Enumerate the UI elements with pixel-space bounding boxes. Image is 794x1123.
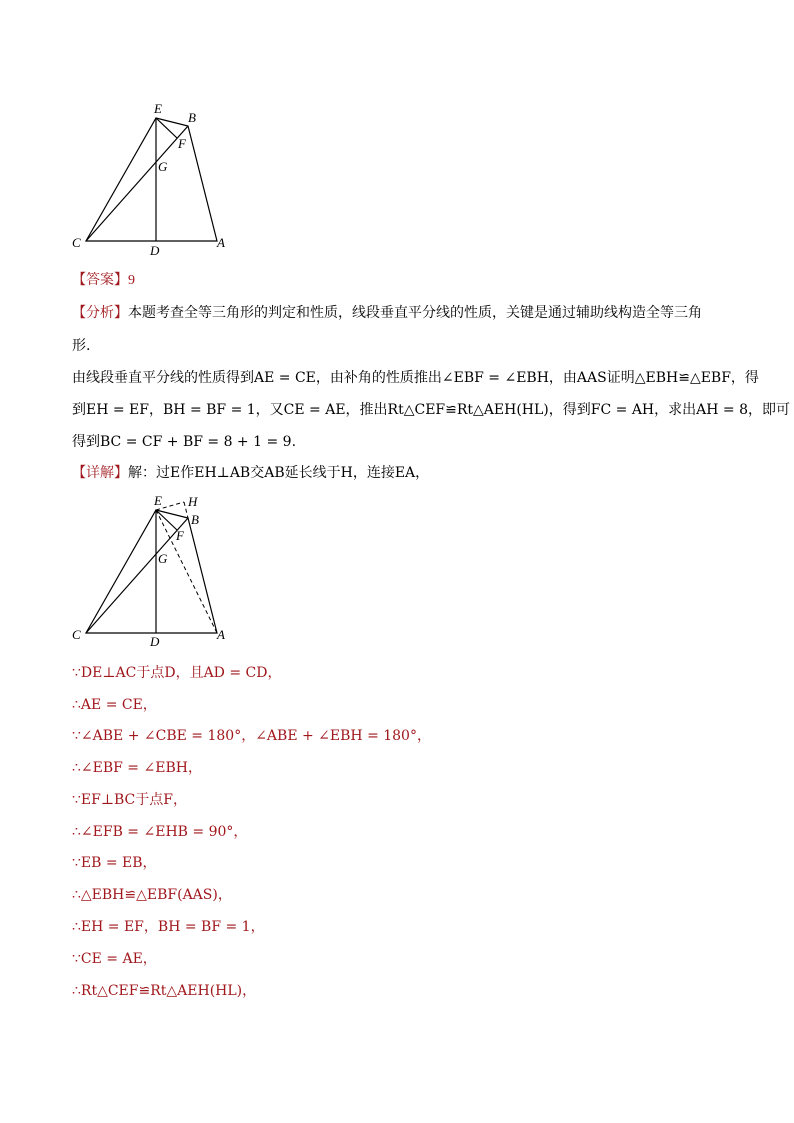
analysis-text-1: 本题考查全等三角形的判定和性质，线段垂直平分线的性质，关键是通过辅助线构造全等三角 xyxy=(128,305,702,321)
label-f: F xyxy=(176,528,184,543)
label-h: H xyxy=(188,494,198,509)
answer-tag: 【答案】 xyxy=(72,272,128,288)
analysis-tag: 【分析】 xyxy=(72,305,128,321)
label-a: A xyxy=(217,627,225,642)
proof-step: ∴△EBH≌△EBF(AAS)， xyxy=(72,887,232,903)
label-e: E xyxy=(154,493,162,508)
label-g: G xyxy=(158,159,168,174)
detail-line xyxy=(72,463,429,483)
answer-line xyxy=(72,270,135,291)
proof-step: ∵EB = EB， xyxy=(72,855,157,871)
geometry-figure-1 xyxy=(60,95,240,265)
label-c: C xyxy=(72,235,81,250)
segment-cb xyxy=(86,126,188,241)
proof-step: ∵∠ABE + ∠CBE = 180°，∠ABE + ∠EBH = 180°， xyxy=(72,728,431,744)
proof-step: ∴∠EBF = ∠EBH， xyxy=(72,760,202,776)
label-a: A xyxy=(217,235,225,250)
label-g: G xyxy=(158,551,168,566)
segment-cb xyxy=(86,518,188,633)
label-d: D xyxy=(150,634,160,648)
analysis-line-2: 形. xyxy=(72,338,91,354)
analysis-line-5: 得到BC = CF + BF = 8 + 1 = 9. xyxy=(72,434,297,450)
analysis-line-1 xyxy=(72,303,702,323)
label-d: D xyxy=(150,243,160,258)
quadrilateral-ebac xyxy=(86,118,217,241)
quadrilateral-ebac xyxy=(86,510,217,633)
analysis-line-3: 由线段垂直平分线的性质得到AE = CE，由补角的性质推出∠EBF = ∠EBH，由AAS证明△EBH≌△EBF，得 xyxy=(72,370,759,386)
geometry-figure-2 xyxy=(60,488,240,648)
proof-step: ∴EH = EF，BH = BF = 1， xyxy=(72,919,265,935)
label-e: E xyxy=(154,101,162,116)
detail-intro: 解：过E作EH⊥AB交AB延长线于H，连接EA， xyxy=(128,465,430,481)
proof-step: ∵CE = AE， xyxy=(72,951,157,967)
proof-step: ∴Rt△CEF≌Rt△AEH(HL)， xyxy=(72,983,257,999)
label-b: B xyxy=(188,110,196,125)
proof-step: ∴∠EFB = ∠EHB = 90°， xyxy=(72,824,248,840)
detail-tag: 【详解】 xyxy=(72,465,128,481)
proof-step: ∵EF⊥BC于点F， xyxy=(72,792,187,808)
proof-step: ∵DE⊥AC于点D，且AD = CD， xyxy=(72,665,282,681)
label-f: F xyxy=(178,136,186,151)
label-b: B xyxy=(191,512,199,527)
segment-ea-dashed xyxy=(156,510,217,633)
answer-value: 9 xyxy=(128,273,135,288)
proof-step: ∴AE = CE， xyxy=(72,697,157,713)
label-c: C xyxy=(72,627,81,642)
analysis-line-4: 到EH = EF，BH = BF = 1，又CE = AE，推出Rt△CEF≌Rt△AEH(HL)，得到FC = AH，求出AH = 8，即可 xyxy=(72,402,790,418)
